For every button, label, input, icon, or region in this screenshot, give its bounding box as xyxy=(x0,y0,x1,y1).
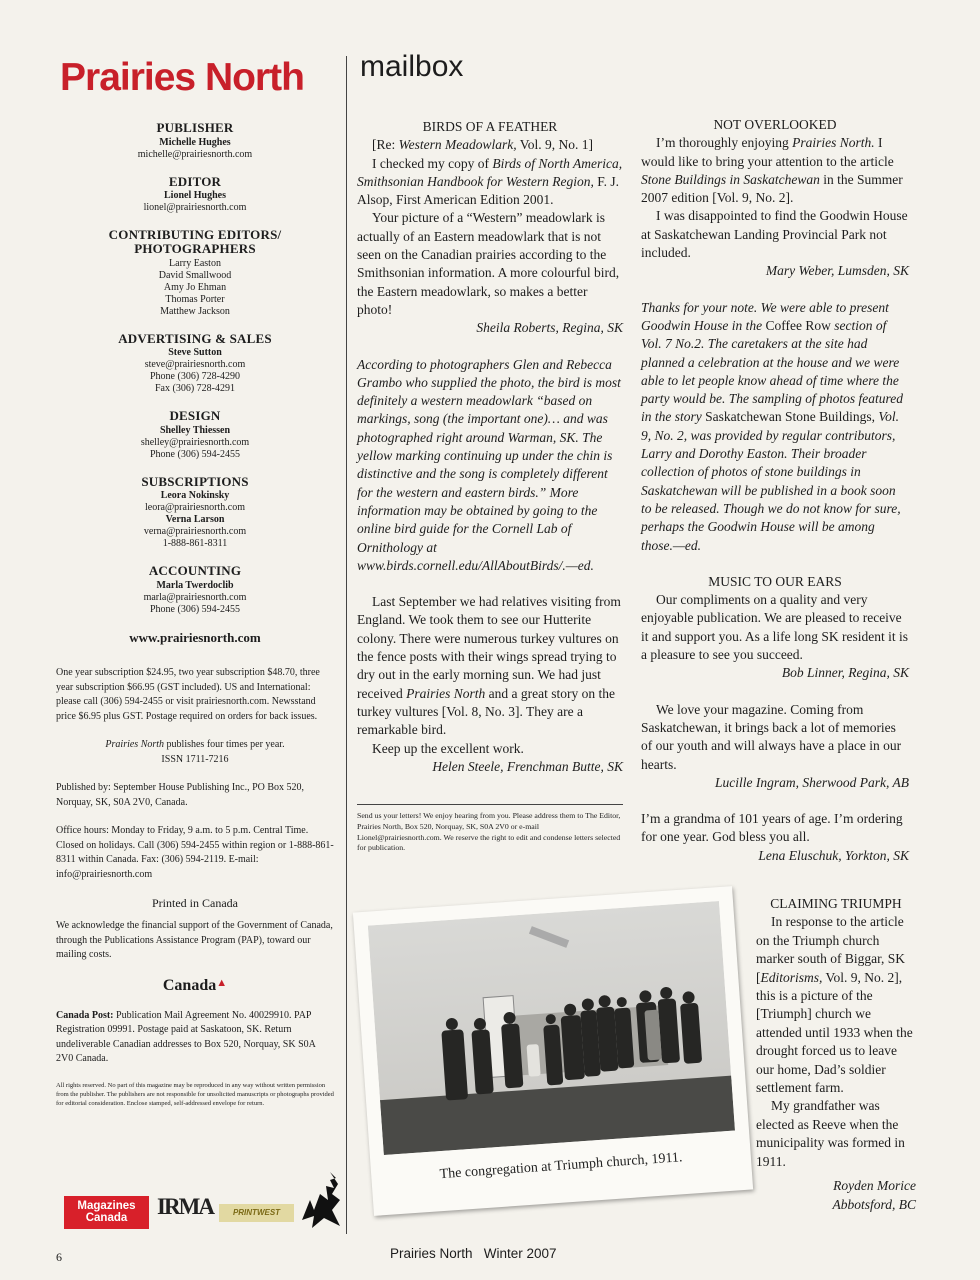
subscription-info: One year subscription $24.95, two year subscription $48.70, three year subscription $66.95 (GST included). US and International: please call (306) 594-2455 or visit prairiesnorth.com. Newsstand price $6.95 plus GST. Postage required on orders for back issues. xyxy=(56,667,320,722)
letters-column-right xyxy=(641,116,909,865)
editor-reply: According to photographers Glen and Rebecca Grambo who supplied the photo, the bird is most definitely a western meadowlark “based on markings, song (the important one)… and was photographed right around Warman, SK. The yellow marking continuing up under the chin is distinctive and the song is completely different for the western and eastern birds.” More information may be obtained by going to the online bird guide for the Cornell Lab of Ornithology at www.birds.cornell.edu/AllAboutBirds/.—ed. xyxy=(357,356,621,573)
editor-block xyxy=(56,175,334,215)
sponsor-logos xyxy=(64,1170,342,1230)
subscriptions-email-2[interactable]: verna@prairiesnorth.com xyxy=(143,526,247,538)
letters-column-triumph xyxy=(756,895,916,1214)
reply-a: Thanks for your note. We were able to present Goodwin House in the xyxy=(641,299,889,333)
design-block xyxy=(56,409,334,461)
contributing-role-line2: PHOTOGRAPHERS xyxy=(134,240,256,256)
letter-signature: Mary Weber, Lumsden, SK xyxy=(765,263,909,279)
maple-leaf-icon: ▲ xyxy=(216,976,228,989)
vultures-post: and a great story on the turkey vultures [Vol. 8, No. 3]. They are a remarkable bird. xyxy=(357,685,615,738)
letter-heading-triumph: CLAIMING TRIUMPH xyxy=(770,896,902,911)
editor-role: EDITOR xyxy=(168,173,222,189)
reply-story-name: Saskatchewan Stone Buildings, xyxy=(705,409,875,425)
advertising-email[interactable]: steve@prairiesnorth.com xyxy=(144,359,246,371)
section-title: mailbox xyxy=(360,50,464,83)
canada-wordmark-text: Canada xyxy=(162,976,217,994)
letter-heading-not-overlooked: NOT OVERLOOKED xyxy=(713,117,837,132)
ref-post: Vol. 9, No. 1] xyxy=(516,137,594,153)
contributor-name: David Smallwood xyxy=(158,269,232,281)
magazine-name: Prairies North xyxy=(406,685,486,701)
letter-paragraph xyxy=(756,913,916,1097)
letter-signature: Helen Steele, Frenchman Butte, SK xyxy=(432,758,623,774)
subscriptions-name-1: Leora Nokinsky xyxy=(160,490,230,502)
letter-paragraph: My grandfather was elected as Reeve when the municipality was formed in 1911. xyxy=(756,1098,905,1169)
design-role: DESIGN xyxy=(169,408,221,424)
no-pre: I’m thoroughly enjoying xyxy=(656,135,793,151)
editor-name: Lionel Hughes xyxy=(164,190,226,202)
design-email[interactable]: shelley@prairiesnorth.com xyxy=(140,436,250,448)
design-phone: Phone (306) 594-2455 xyxy=(150,448,240,460)
accounting-name: Marla Twerdoclib xyxy=(156,580,234,592)
letter-paragraph: Keep up the excellent work. xyxy=(372,740,524,756)
masthead-column xyxy=(56,58,334,1108)
letter-paragraph xyxy=(357,593,623,739)
spacer xyxy=(641,792,909,810)
editor-email[interactable]: lionel@prairiesnorth.com xyxy=(143,202,247,214)
letter-paragraph xyxy=(641,134,909,207)
magazine-name: Prairies North. xyxy=(792,135,875,151)
publisher-block xyxy=(56,121,334,161)
ref-pre: [Re: xyxy=(372,137,399,153)
letter-paragraph: We love your magazine. Coming from Saskatchewan, it brings back a lot of memories of our youth and will always have a place in our hearts. xyxy=(641,701,902,772)
contributor-name: Amy Jo Ehman xyxy=(163,281,227,293)
contributing-block xyxy=(56,228,334,317)
magazines-canada-logo-line2: Canada xyxy=(85,1212,128,1225)
office-hours: Office hours: Monday to Friday, 9 a.m. to 5 p.m. Central Time. Closed on holidays. Call (306) 594-2455 within region or 1-888-861-8311 within Canada. Fax: (306) 594-2119. E-mail: info@prairiesnorth.com xyxy=(56,825,334,880)
issn: ISSN 1711-7216 xyxy=(161,753,229,765)
letter-signature: Lucille Ingram, Sherwood Park, AB xyxy=(715,774,909,790)
accounting-phone: Phone (306) 594-2455 xyxy=(150,604,240,616)
letters-column-middle xyxy=(357,118,623,776)
no-mid: I would like to bring your attention to the article xyxy=(641,135,894,169)
church-congregation-photo xyxy=(368,901,735,1155)
photo-frame xyxy=(353,886,753,1216)
spacer xyxy=(357,575,623,593)
article-title: Stone Buildings in Saskatchewan xyxy=(641,171,820,187)
contributing-role-line1: CONTRIBUTING EDITORS/ xyxy=(108,227,282,243)
spacer xyxy=(357,338,623,356)
letter-paragraph xyxy=(357,155,623,210)
frequency-info xyxy=(56,738,334,767)
advertising-role: ADVERTISING & SALES xyxy=(118,330,272,346)
triumph-post: Vol. 9, No. 2], this is a picture of the [Triumph] church we attended until 1933 when the drought forced us to leave our home, Dad’s soldier settlement farm. xyxy=(756,969,913,1096)
contributor-name: Matthew Jackson xyxy=(160,305,230,317)
letter-signature: Sheila Roberts, Regina, SK xyxy=(476,320,623,336)
published-by: Published by: September House Publishing Inc., PO Box 520, Norquay, SK, S0A 2V0, Canada. xyxy=(56,782,305,808)
printwest-logo: PRINTWEST xyxy=(219,1204,294,1222)
advertising-name: Steve Sutton xyxy=(168,347,222,359)
no-post: in the Summer 2007 edition [Vol. 9, No. 2]. xyxy=(641,171,903,206)
contributor-name: Thomas Porter xyxy=(165,293,225,305)
rights-notice: All rights reserved. No part of this magazine may be reproduced in any way without written permission from the publisher. The publishers are not responsible for unsolicited manuscripts or photographs provided for editorial consideration. Enclose stamped, self-addressed envelope for return. xyxy=(56,1081,334,1107)
letter-signature: Bob Linner, Regina, SK xyxy=(781,665,909,681)
publisher-role: PUBLISHER xyxy=(156,120,234,135)
spacer xyxy=(641,683,909,701)
spacer xyxy=(641,281,909,299)
canada-post-label: Canada Post: xyxy=(56,1009,114,1021)
contributing-role xyxy=(56,228,334,255)
letter-signature: Lena Eluschuk, Yorkton, SK xyxy=(758,847,909,863)
triumph-pre: In response to the article on the Triumph church marker south of Biggar, SK [ xyxy=(756,914,906,985)
frequency-magazine-name: Prairies North xyxy=(105,739,165,751)
letter-paragraph: Your picture of a “Western” meadowlark is actually of an Eastern meadowlark that is not seen on the Canadian prairies according to the Smithsonian information. A more colourful bird, the Eastern meadowlark, so makes a better photo! xyxy=(357,210,620,317)
subscriptions-name-2: Verna Larson xyxy=(165,514,225,526)
letter-heading-birds: BIRDS OF A FEATHER xyxy=(422,119,558,134)
subscriptions-phone: 1-888-861-8311 xyxy=(162,538,228,550)
ref-title: Western Meadowlark, xyxy=(398,137,517,153)
design-name: Shelley Thiessen xyxy=(159,424,231,436)
website-link[interactable]: www.prairiesnorth.com xyxy=(129,630,261,646)
letter-paragraph: I’m a grandma of 101 years of age. I’m ordering for one year. God bless you all. xyxy=(641,811,903,845)
advertising-block xyxy=(56,332,334,396)
letter-reference xyxy=(357,136,623,154)
frequency-text: publishes four times per year. xyxy=(164,739,285,751)
canada-post-info xyxy=(56,1009,334,1067)
column-name: Editorisms, xyxy=(760,969,823,985)
publisher-email[interactable]: michelle@prairiesnorth.com xyxy=(137,148,253,160)
subscriptions-role: SUBSCRIPTIONS xyxy=(141,473,249,489)
magazines-canada-logo xyxy=(64,1196,149,1229)
editor-reply xyxy=(641,299,909,555)
page-number: 6 xyxy=(56,1250,62,1264)
accounting-email[interactable]: marla@prairiesnorth.com xyxy=(143,592,247,604)
footer-text: Prairies North Winter 2007 xyxy=(390,1246,557,1261)
send-letters-note: Send us your letters! We enjoy hearing from you. Please address them to The Editor, Prairies North, Box 520, Norquay, SK, S0A 2V0 or e-mail Lionel@prairiesnorth.com. We reserve the right to edit and condense letters selected for publication. xyxy=(357,804,623,854)
contributor-name: Larry Easton xyxy=(169,257,221,269)
accounting-role: ACCOUNTING xyxy=(148,563,242,579)
letter-paragraph: I was disappointed to find the Goodwin House at Saskatchewan Landing Provincial Park not included. xyxy=(641,208,908,261)
advertising-phone: Phone (306) 728-4290 xyxy=(150,371,240,383)
subscriptions-email-1[interactable]: leora@prairiesnorth.com xyxy=(144,502,245,514)
letter-heading-music: MUSIC TO OUR EARS xyxy=(708,573,842,589)
canada-wordmark xyxy=(56,977,334,995)
letter-signature: Royden Morice xyxy=(833,1178,916,1194)
advertising-fax: Fax (306) 728-4291 xyxy=(155,383,235,395)
printed-in-canada: Printed in Canada xyxy=(152,896,238,911)
accounting-block xyxy=(56,564,334,616)
publisher-name: Michelle Hughes xyxy=(159,136,231,148)
photo-caption: The congregation at Triumph church, 1911. xyxy=(439,1150,683,1183)
subscriptions-block xyxy=(56,475,334,551)
letter-signature-location: Abbotsford, BC xyxy=(832,1196,916,1212)
magazine-title: Prairies North xyxy=(60,56,304,99)
spacer xyxy=(641,555,909,573)
reply-section-name: Coffee Row xyxy=(765,317,831,333)
reply-b: section of Vol. 7 No.2. The caretakers at the site had planned a celebration at the house and we were able to let people know ahead of time where the party would be. The sampling of photos featured in the story xyxy=(641,317,903,425)
irma-logo: IRMA xyxy=(157,1194,213,1219)
letter-paragraph: Our compliments on a quality and very enjoyable publication. We are pleased to receive it and support you. As a life long SK resident it is a pleasure to see you succeed. xyxy=(641,592,908,663)
book-title: Birds of North America, Smithsonian Handbook for Western Region, xyxy=(357,155,623,189)
reply-c: Vol. 9, No. 2, was provided by regular contributors, Larry and Dorothy Easton. Their broader collection of photos of stone buildings in Saskatchewan will be published in a book soon to be released. Though we do not know for sure, perhaps the Goodwin House will be among those.—ed. xyxy=(641,409,901,553)
vultures-pre: Last September we had relatives visiting from England. We took them to see our Hutterite colony. There were numerous turkey vultures on the fence posts with their wings spread trying to dry out in the early morning sun. We had just received xyxy=(357,594,621,701)
p1-pre: I checked my copy of xyxy=(372,155,493,171)
p1-post: F. J. Alsop, First American Edition 2001. xyxy=(357,173,620,208)
column-divider xyxy=(346,56,347,1234)
acknowledgement: We acknowledge the financial support of the Government of Canada, through the Publications Assistance Program (PAP), toward our mailing costs. xyxy=(56,920,333,961)
magazines-canada-logo-line1: Magazines xyxy=(77,1200,136,1212)
canada-post-text: Publication Mail Agreement No. 40029910. PAP Registration 09991. Postage paid at Saskatoon, SK. Return undeliverable Canadian addresses to Box 520, Norquay, SK S0A 2V0 Canada. xyxy=(56,1009,316,1065)
bird-icon xyxy=(300,1170,342,1230)
